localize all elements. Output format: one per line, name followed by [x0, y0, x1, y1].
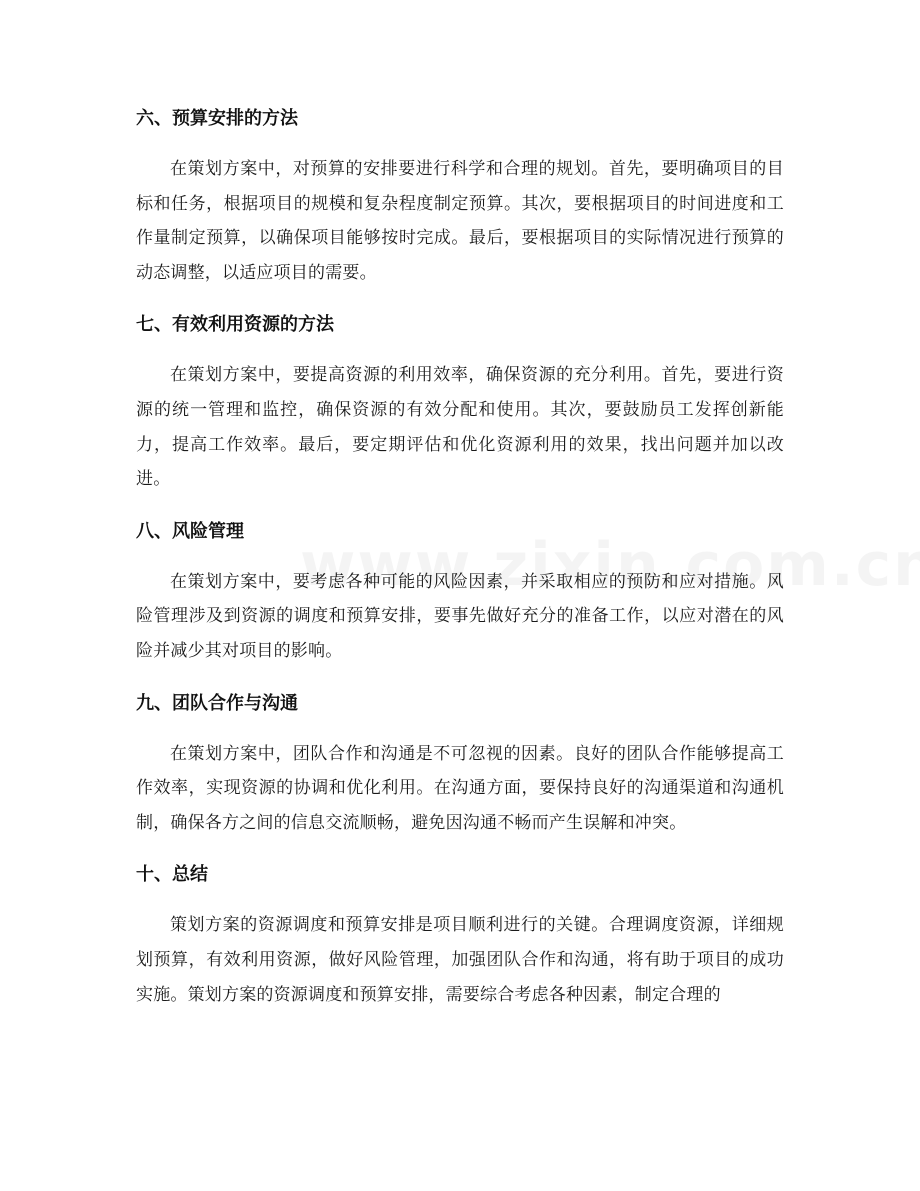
section-body-summary: 策划方案的资源调度和预算安排是项目顺利进行的关键。合理调度资源，详细规划预算，有效利用资源，做好风险管理，加强团队合作和沟通，将有助于项目的成功实施。策划方案的资源调度和预算安排，需要综合考虑各种因素，制定合理的	[136, 915, 784, 1005]
section-heading-summary: 十、总结	[136, 864, 208, 886]
section-heading-risk-management: 八、风险管理	[136, 520, 244, 542]
document-content	[136, 106, 784, 1034]
section-body-teamwork: 在策划方案中，团队合作和沟通是不可忽视的因素。良好的团队合作能够提高工作效率，实现资源的协调和优化利用。在沟通方面，要保持良好的沟通渠道和沟通机制，确保各方之间的信息交流顺畅，避免因沟通不畅而产生误解和冲突。	[136, 743, 784, 833]
section-heading-teamwork: 九、团队合作与沟通	[136, 692, 298, 714]
section-body-resource-usage: 在策划方案中，要提高资源的利用效率，确保资源的充分利用。首先，要进行资源的统一管理和监控，确保资源的有效分配和使用。其次，要鼓励员工发挥创新能力，提高工作效率。最后，要定期评估和优化资源利用的效果，找出问题并加以改进。	[136, 365, 784, 490]
section-body-budget-methods: 在策划方案中，对预算的安排要进行科学和合理的规划。首先，要明确项目的目标和任务，根据项目的规模和复杂程度制定预算。其次，要根据项目的时间进度和工作量制定预算，以确保项目能够按时完成。最后，要根据项目的实际情况进行预算的动态调整，以适应项目的需要。	[136, 159, 784, 283]
section-heading-budget-methods: 六、预算安排的方法	[136, 108, 298, 129]
section-heading-resource-usage: 七、有效利用资源的方法	[136, 314, 334, 336]
section-body-risk-management: 在策划方案中，要考虑各种可能的风险因素，并采取相应的预防和应对措施。风险管理涉及到资源的调度和预算安排，要事先做好充分的准备工作，以应对潜在的风险并减少其对项目的影响。	[136, 571, 784, 661]
